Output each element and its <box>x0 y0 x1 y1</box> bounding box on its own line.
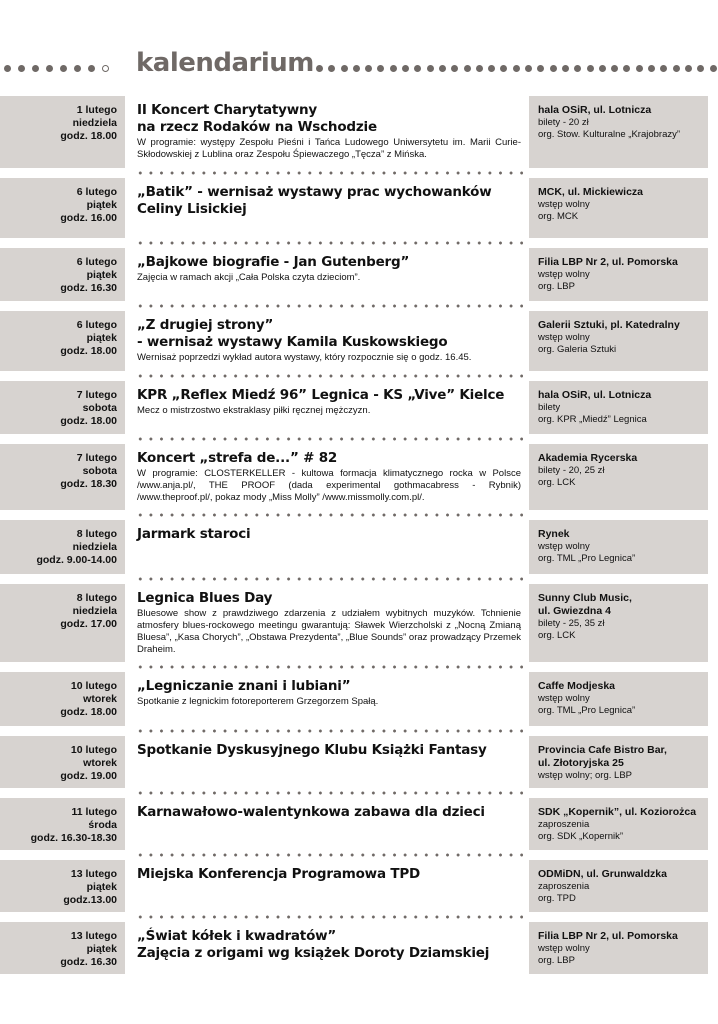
header-dot <box>500 65 507 72</box>
header-dot <box>341 65 348 72</box>
event-venue: Sunny Club Music, ul. Gwiezdna 4 <box>538 592 632 617</box>
event-time: godz. 9.00-14.00 <box>36 554 117 566</box>
event-time: godz. 19.00 <box>60 770 117 782</box>
event-info-line: org. TPD <box>538 893 576 904</box>
event-row <box>0 520 718 574</box>
event-date: 13 lutego <box>70 930 117 942</box>
event-row <box>0 584 718 662</box>
event-info-line: bilety - 20, 25 zł <box>538 465 605 476</box>
event-description: W programie: CLOSTERKELLER - kultowa formacja klimatycznego rocka w Polsce /www.anja.pl/, THE PROOF (dada experimental gothmacabress - Rybnik) /www.theproof.pl/, pokaz mody „Miss Molly” /www.missmolly.com.pl/. <box>137 468 521 503</box>
event-details <box>137 672 521 726</box>
event-title: „Legniczanie znani i lubiani” <box>137 678 351 694</box>
header-dot <box>587 65 594 72</box>
event-info-line: wstęp wolny; org. LBP <box>538 770 632 781</box>
event-time: godz. 16.00 <box>60 212 117 224</box>
event-time: godz. 18.30 <box>60 478 117 490</box>
event-info-line: org. LCK <box>538 630 576 641</box>
header-dot <box>328 65 335 72</box>
header-dots-left <box>4 62 109 74</box>
event-title: Miejska Konferencja Programowa TPD <box>137 866 421 882</box>
event-info-line: wstęp wolny <box>538 541 590 552</box>
event-date: 6 lutego <box>76 256 117 268</box>
header-dot <box>673 65 680 72</box>
event-details <box>137 520 521 574</box>
header-dot <box>525 65 532 72</box>
event-details <box>137 922 521 974</box>
event-venue-box <box>529 798 708 850</box>
event-date-box <box>0 444 125 510</box>
event-day: piątek <box>86 943 117 955</box>
event-venue: hala OSiR, ul. Lotnicza <box>538 104 652 116</box>
event-row <box>0 96 718 168</box>
event-day: wtorek <box>83 757 117 769</box>
event-row <box>0 444 718 510</box>
event-day: piątek <box>86 881 117 893</box>
event-day: sobota <box>82 402 117 414</box>
event-row <box>0 248 718 301</box>
event-day: środa <box>88 819 117 831</box>
event-info-line: org. Stow. Kulturalne „Krajobrazy” <box>538 129 681 140</box>
event-title: KPR „Reflex Miedź 96” Legnica - KS „Vive” Kielce <box>137 387 505 403</box>
event-info-line: bilety - 25, 35 zł <box>538 618 605 629</box>
event-venue-box <box>529 248 708 301</box>
event-venue: SDK „Kopernik”, ul. Koziorożca <box>538 806 697 818</box>
event-info-line: org. Galeria Sztuki <box>538 344 617 355</box>
event-time: godz. 16.30 <box>60 282 117 294</box>
event-venue: MCK, ul. Mickiewicza <box>538 186 644 198</box>
event-date: 10 lutego <box>70 744 117 756</box>
header-dot <box>476 65 483 72</box>
header-dot <box>390 65 397 72</box>
event-date-box <box>0 520 125 574</box>
header-dot <box>439 65 446 72</box>
event-date-box <box>0 311 125 371</box>
event-venue: Provincia Cafe Bistro Bar, ul. Złotoryjska 25 <box>538 744 667 769</box>
event-title: „Bajkowe biografie - Jan Gutenberg” <box>137 254 410 270</box>
event-venue: Filia LBP Nr 2, ul. Pomorska <box>538 930 678 942</box>
event-details <box>137 444 521 510</box>
event-venue: Galerii Sztuki, pl. Katedralny <box>538 319 680 331</box>
header-dot <box>710 65 717 72</box>
page-title: kalendarium <box>136 48 314 78</box>
event-date: 8 lutego <box>76 528 117 540</box>
event-details <box>137 178 521 238</box>
dotted-separator <box>135 241 523 245</box>
event-date-box <box>0 96 125 168</box>
event-date-box <box>0 860 125 912</box>
event-info-line: org. KPR „Miedź” Legnica <box>538 414 647 425</box>
event-date: 11 lutego <box>71 806 117 818</box>
event-day: niedziela <box>72 605 117 617</box>
event-venue-box <box>529 311 708 371</box>
header-dot <box>623 65 630 72</box>
header-dot <box>660 65 667 72</box>
event-date: 6 lutego <box>76 186 117 198</box>
event-title: II Koncert Charytatywny na rzecz Rodaków na Wschodzie <box>137 102 377 135</box>
header-dot <box>574 65 581 72</box>
event-day: niedziela <box>72 541 117 553</box>
event-date-box <box>0 584 125 662</box>
event-info-line: zaproszenia <box>538 881 590 892</box>
event-info-line: bilety - 20 zł <box>538 117 589 128</box>
event-details <box>137 381 521 434</box>
event-description: Spotkanie z legnickim fotoreporterem Grzegorzem Spałą. <box>137 696 379 707</box>
event-venue-box <box>529 96 708 168</box>
event-day: wtorek <box>83 693 117 705</box>
event-info-line: wstęp wolny <box>538 269 590 280</box>
dotted-separator <box>135 577 523 581</box>
header-dot <box>636 65 643 72</box>
event-row <box>0 922 718 974</box>
event-date: 10 lutego <box>70 680 117 692</box>
event-date-box <box>0 922 125 974</box>
event-row <box>0 381 718 434</box>
header-dot <box>697 65 704 72</box>
event-venue: ODMiDN, ul. Grunwaldzka <box>538 868 667 880</box>
event-venue-box <box>529 178 708 238</box>
event-time: godz. 16.30 <box>60 956 117 968</box>
event-day: niedziela <box>72 117 117 129</box>
dotted-separator <box>135 513 523 517</box>
event-date-box <box>0 381 125 434</box>
header-dot <box>537 65 544 72</box>
header-dot <box>427 65 434 72</box>
header-dot <box>414 65 421 72</box>
event-row <box>0 672 718 726</box>
event-info-line: org. LCK <box>538 477 576 488</box>
header-dot <box>316 65 323 72</box>
event-info-line: org. SDK „Kopernik” <box>538 831 624 842</box>
event-row <box>0 311 718 371</box>
event-title: „Z drugiej strony” - wernisaż wystawy Kamila Kuskowskiego <box>137 317 448 350</box>
event-date: 7 lutego <box>76 452 117 464</box>
event-venue: Akademia Rycerska <box>538 452 638 464</box>
header-dot <box>451 65 458 72</box>
event-row <box>0 798 718 850</box>
event-day: piątek <box>86 199 117 211</box>
event-day: piątek <box>86 269 117 281</box>
event-date-box <box>0 798 125 850</box>
event-venue-box <box>529 444 708 510</box>
event-row <box>0 178 718 238</box>
event-date-box <box>0 178 125 238</box>
event-description: W programie: występy Zespołu Pieśni i Tańca Ludowego Uniwersytetu im. Marii Curie-Skłodowskiej z Lublina oraz Zespołu Śpiewaczego „Tęcza” z Mińska. <box>137 137 521 160</box>
event-venue-box <box>529 584 708 662</box>
event-time: godz. 18.00 <box>60 706 117 718</box>
event-info-line: org. TML „Pro Legnica” <box>538 553 636 564</box>
event-venue-box <box>529 672 708 726</box>
event-info-line: org. LBP <box>538 281 575 292</box>
event-date: 6 lutego <box>76 319 117 331</box>
event-info-line: wstęp wolny <box>538 199 590 210</box>
header-dot <box>488 65 495 72</box>
header-dot <box>353 65 360 72</box>
header-dot <box>377 65 384 72</box>
event-title: Jarmark staroci <box>137 526 251 542</box>
event-date-box <box>0 672 125 726</box>
dotted-separator <box>135 665 523 669</box>
event-info-line: org. TML „Pro Legnica” <box>538 705 636 716</box>
header-dot <box>611 65 618 72</box>
header-dot <box>562 65 569 72</box>
event-venue-box <box>529 860 708 912</box>
event-day: piątek <box>86 332 117 344</box>
event-date-box <box>0 248 125 301</box>
event-row <box>0 860 718 912</box>
event-description: Mecz o mistrzostwo ekstraklasy piłki ręcznej mężczyzn. <box>137 405 371 416</box>
event-venue-box <box>529 736 708 788</box>
header-dot <box>513 65 520 72</box>
event-venue-box <box>529 520 708 574</box>
event-date-box <box>0 736 125 788</box>
event-title: „Świat kółek i kwadratów” Zajęcia z origami wg książek Doroty Dziamskiej <box>137 928 490 961</box>
event-info-line: wstęp wolny <box>538 943 590 954</box>
dotted-separator <box>135 915 523 919</box>
event-date: 13 lutego <box>70 868 117 880</box>
event-date: 1 lutego <box>76 104 117 116</box>
event-title: Karnawałowo-walentynkowa zabawa dla dzieci <box>137 804 485 820</box>
event-time: godz.13.00 <box>63 894 117 906</box>
dotted-separator <box>135 171 523 175</box>
event-info-line: wstęp wolny <box>538 693 590 704</box>
header-dot <box>685 65 692 72</box>
header-dots-right <box>316 62 718 74</box>
dotted-separator <box>135 791 523 795</box>
event-details <box>137 736 521 788</box>
event-venue: Rynek <box>538 528 570 540</box>
event-date: 8 lutego <box>76 592 117 604</box>
event-details <box>137 96 521 168</box>
event-title: „Batik” - wernisaż wystawy prac wychowanków Celiny Lisickiej <box>137 184 492 217</box>
event-venue-box <box>529 381 708 434</box>
event-details <box>137 311 521 371</box>
header-dot <box>550 65 557 72</box>
header-dot <box>599 65 606 72</box>
event-info-line: org. MCK <box>538 211 579 222</box>
event-info-line: bilety <box>538 402 561 413</box>
event-venue: hala OSiR, ul. Lotnicza <box>538 389 652 401</box>
event-date: 7 lutego <box>76 389 117 401</box>
event-description: Wernisaż poprzedzi wykład autora wystawy, który rozpocznie się o godz. 16.45. <box>137 352 472 363</box>
dotted-separator <box>135 853 523 857</box>
event-title: Koncert „strefa de...” # 82 <box>137 450 338 466</box>
event-row <box>0 736 718 788</box>
event-details <box>137 798 521 850</box>
event-time: godz. 18.00 <box>60 415 117 427</box>
event-time: godz. 18.00 <box>60 345 117 357</box>
header-dot <box>464 65 471 72</box>
event-info-line: zaproszenia <box>538 819 590 830</box>
dotted-separator <box>135 437 523 441</box>
event-description: Bluesowe show z prawdziwego zdarzenia z udziałem wybitnych muzyków. Tchnienie atmosfery blues-rockowego meetingu gwarantują: Sławek Wierzcholski z „Nocną Zmianą Bluesa”, „Kasa Chorych”, „Obstawa Prezydenta”, „Blue Sounds” oraz prowadzący Przemek Draheim. <box>137 608 521 655</box>
event-details <box>137 860 521 912</box>
event-time: godz. 18.00 <box>60 130 117 142</box>
event-time: godz. 16.30-18.30 <box>30 832 117 844</box>
event-title: Spotkanie Dyskusyjnego Klubu Książki Fantasy <box>137 742 487 758</box>
event-title: Legnica Blues Day <box>137 590 273 606</box>
kalendarium-header <box>0 50 718 84</box>
event-day: sobota <box>82 465 117 477</box>
header-dot <box>648 65 655 72</box>
event-venue: Filia LBP Nr 2, ul. Pomorska <box>538 256 678 268</box>
event-description: Zajęcia w ramach akcji „Cała Polska czyta dzieciom”. <box>137 272 361 283</box>
event-details <box>137 584 521 662</box>
event-details <box>137 248 521 301</box>
dotted-separator <box>135 304 523 308</box>
dotted-separator <box>135 374 523 378</box>
event-info-line: wstęp wolny <box>538 332 590 343</box>
event-venue-box <box>529 922 708 974</box>
event-time: godz. 17.00 <box>60 618 117 630</box>
dotted-separator <box>135 729 523 733</box>
header-dot <box>402 65 409 72</box>
event-venue: Caffe Modjeska <box>538 680 616 692</box>
event-info-line: org. LBP <box>538 955 575 966</box>
header-dot <box>365 65 372 72</box>
